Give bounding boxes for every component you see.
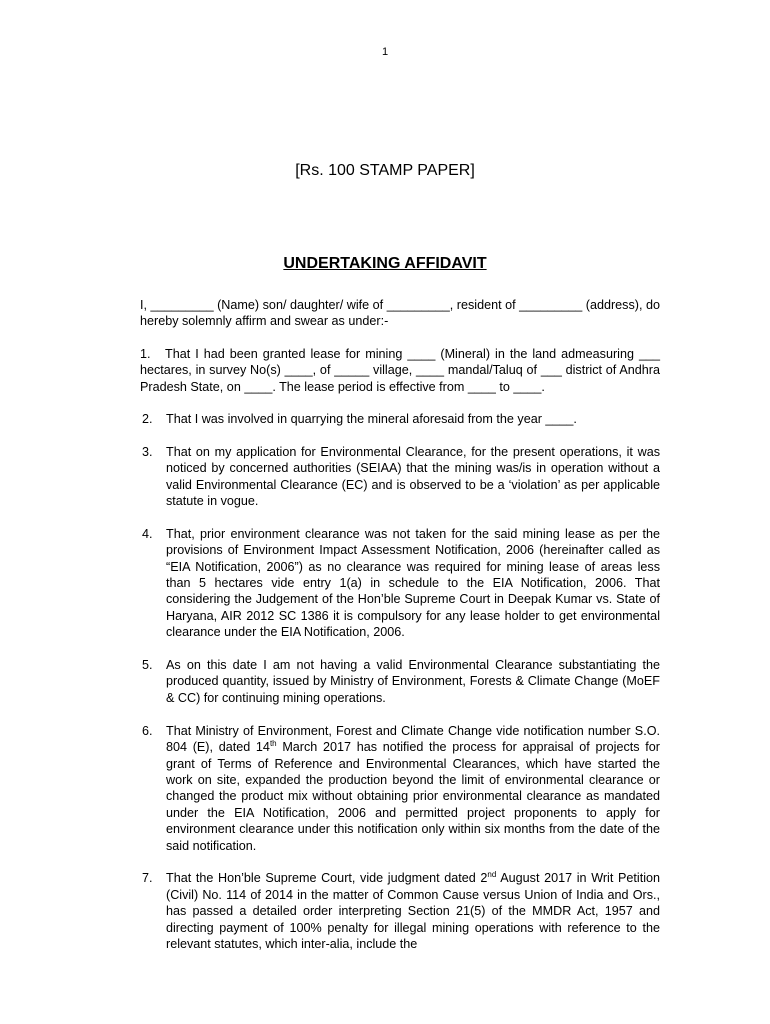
clause-text-part: That Ministry of Environment, Forest and Climate Change vide notification number S.O. 804 (E), dated 14 xyxy=(166,723,660,755)
paragraph-1 xyxy=(140,346,660,395)
intro-paragraph: I, _________ (Name) son/ daughter/ wife of _________, resident of _________ (address), do hereby solemnly affirm and swear as under:- xyxy=(140,298,660,329)
clause-7 xyxy=(140,870,660,952)
affidavit-clauses xyxy=(140,411,660,952)
affidavit-body xyxy=(140,297,660,969)
clause-text: As on this date I am not having a valid Environmental Clearance substantiating the produced quantity, issued by Ministry of Environment, Forests & Climate Change (MoEF & CC) for continuing mining operations. xyxy=(166,658,660,705)
paragraph-number: 1. xyxy=(140,346,151,361)
clause-2 xyxy=(140,411,660,427)
clause-text xyxy=(166,723,660,854)
clause-4 xyxy=(140,526,660,641)
clause-number: 2. xyxy=(142,412,153,427)
clause-text xyxy=(166,870,660,952)
clause-text: That, prior environment clearance was not taken for the said mining lease as per the provisions of Environment Impact Assessment Notification, 2006 (hereinafter called as “EIA Notification, 2006”) as no clearance was required for mining lease of areas less than 5 hectares vide entry 1(a) in schedule to the EIA Notification, 2006. That considering the Judgement of the Hon’ble Supreme Court in Deepak Kumar vs. State of Haryana, AIR 2012 SC 1386 it is compulsory for any lease holder to get environmental clearance under the EIA Notification, 2006. xyxy=(166,526,660,640)
clause-text-part: August 2017 in Writ Petition (Civil) No. 114 of 2014 in the matter of Common Cause versus Union of India and Ors., has passed a detailed order interpreting Section 21(5) of the MMDR Act, 1957 and directing payment of 100% penalty for illegal mining operations with reference to the relevant statutes, which inter-alia, include the xyxy=(166,871,660,951)
clause-text-part: That the Hon’ble Supreme Court, vide judgment dated 2 xyxy=(166,871,488,886)
clause-number: 6. xyxy=(142,723,153,738)
clause-5 xyxy=(140,657,660,706)
paragraph-text: That I had been granted lease for mining ____ (Mineral) in the land admeasuring ___ hectares, in survey No(s) ____, of _____ village, ____ mandal/Taluq of ___ district of Andhra Pradesh State, on ____. The lease period is effective from ____ to ____. xyxy=(140,346,660,394)
clause-number: 5. xyxy=(142,658,153,673)
clause-3 xyxy=(140,444,660,510)
clause-text: That on my application for Environmental Clearance, for the present operations, it was noticed by concerned authorities (SEIAA) that the mining was/is in operation without a valid Environmental Clearance (EC) and is observed to be a ‘violation’ as per applicable statute in vogue. xyxy=(166,444,660,509)
ordinal-suffix: th xyxy=(269,739,277,749)
clause-text-part: March 2017 has notified the process for appraisal of projects for grant of Terms of Reference and Environmental Clearances, which have started the work on site, expanded the production beyond the limit of environmental clearance or changed the product mix without obtaining prior environmental clearance as mandated under the EIA Notification, 2006 and permitted project proponents to apply for environment clearance under this notification only within six months from the date of the said notification. xyxy=(166,740,660,853)
stamp-paper-label: [Rs. 100 STAMP PAPER] xyxy=(295,162,475,179)
clause-number: 7. xyxy=(142,871,153,886)
clause-text: That I was involved in quarrying the mineral aforesaid from the year ____. xyxy=(166,412,577,427)
clause-number: 3. xyxy=(142,444,153,459)
document-title: UNDERTAKING AFFIDAVIT xyxy=(283,255,487,272)
page-number: 1 xyxy=(381,46,389,58)
ordinal-suffix: nd xyxy=(487,870,497,880)
clause-6 xyxy=(140,723,660,854)
clause-number: 4. xyxy=(142,526,153,541)
